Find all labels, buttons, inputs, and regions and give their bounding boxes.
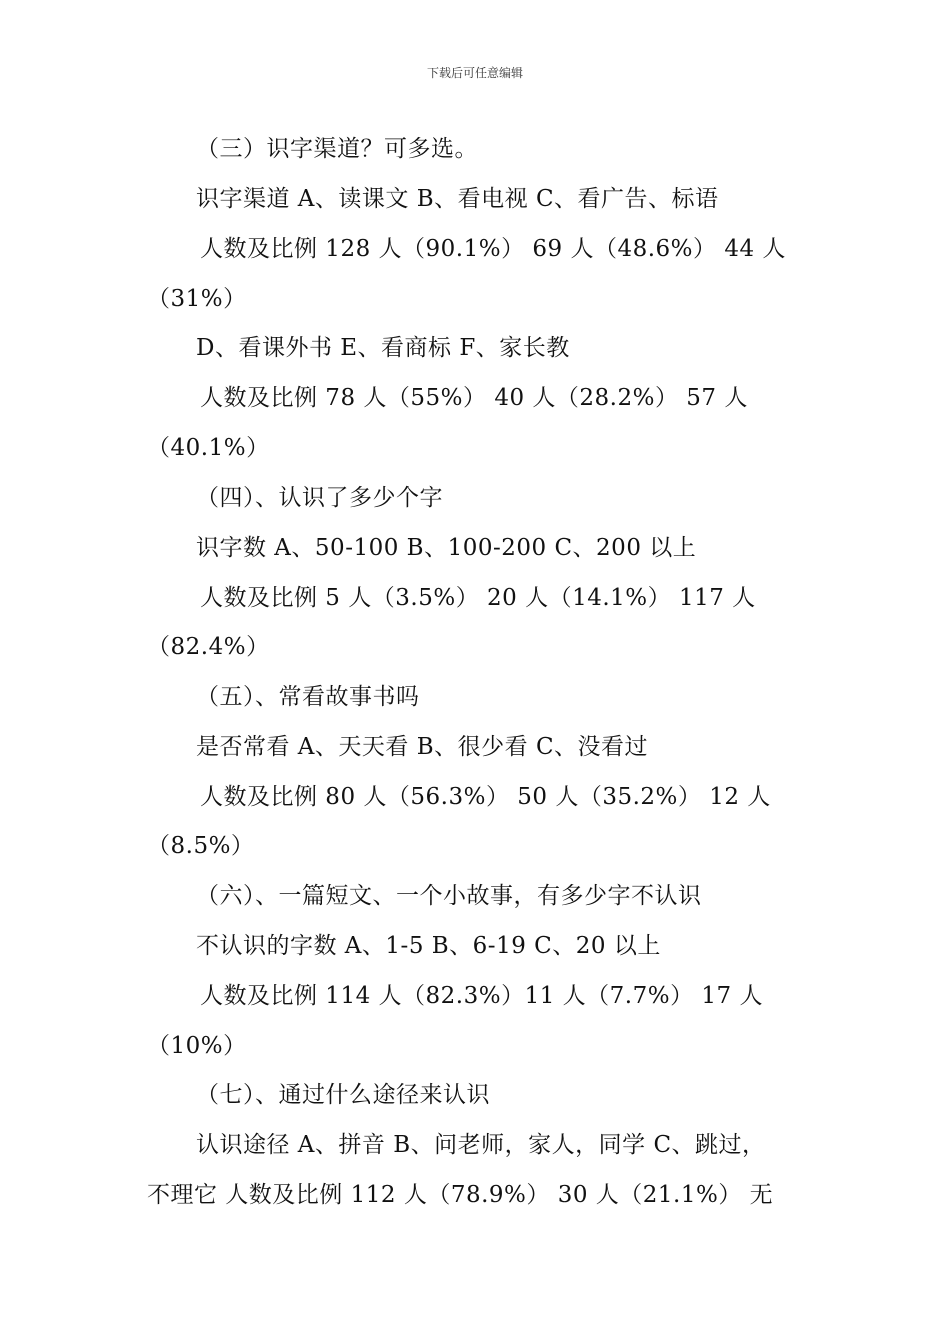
option-line: 是否常看 A、天天看 B、很少看 C、没看过 (196, 734, 649, 760)
page-header: 下载后可任意编辑 (426, 66, 523, 80)
option-line: D、看课外书 E、看商标 F、家长教 (196, 335, 570, 361)
option-line: 识字渠道 A、读课文 B、看电视 C、看广告、标语 (196, 186, 719, 212)
count-line-wrap: （10%） (147, 1033, 247, 1059)
count-line-wrap: （8.5%） (147, 833, 255, 859)
option-line: 识字数 A、50-100 B、100-200 C、200 以上 (196, 535, 697, 561)
count-line: 人数及比例 80 人（56.3%） 50 人（35.2%） 12 人 (200, 784, 771, 810)
count-line-wrap: （40.1%） (147, 435, 270, 461)
section-heading-4: （四）、认识了多少个字 (196, 485, 443, 511)
count-line: 人数及比例 5 人（3.5%） 20 人（14.1%） 117 人 (200, 585, 756, 611)
count-line: 人数及比例 78 人（55%） 40 人（28.2%） 57 人 (200, 385, 748, 411)
count-line-wrap: （82.4%） (147, 634, 270, 660)
option-line: 认识途径 A、拼音 B、问老师，家人，同学 C、跳过， (196, 1132, 766, 1158)
count-line: 不理它 人数及比例 112 人（78.9%） 30 人（21.1%） 无 (147, 1182, 774, 1208)
count-line: 人数及比例 128 人（90.1%） 69 人（48.6%） 44 人 (200, 236, 786, 262)
option-line: 不认识的字数 A、1-5 B、6-19 C、20 以上 (196, 933, 661, 959)
count-line-wrap: （31%） (147, 286, 247, 312)
count-line: 人数及比例 114 人（82.3%）11 人（7.7%） 17 人 (200, 983, 763, 1009)
section-heading-3: （三）识字渠道？可多选。 (196, 136, 478, 162)
section-heading-7: （七）、通过什么途径来认识 (196, 1082, 490, 1108)
section-heading-5: （五）、常看故事书吗 (196, 684, 420, 710)
section-heading-6: （六）、一篇短文、一个小故事，有多少字不认识 (196, 883, 702, 909)
